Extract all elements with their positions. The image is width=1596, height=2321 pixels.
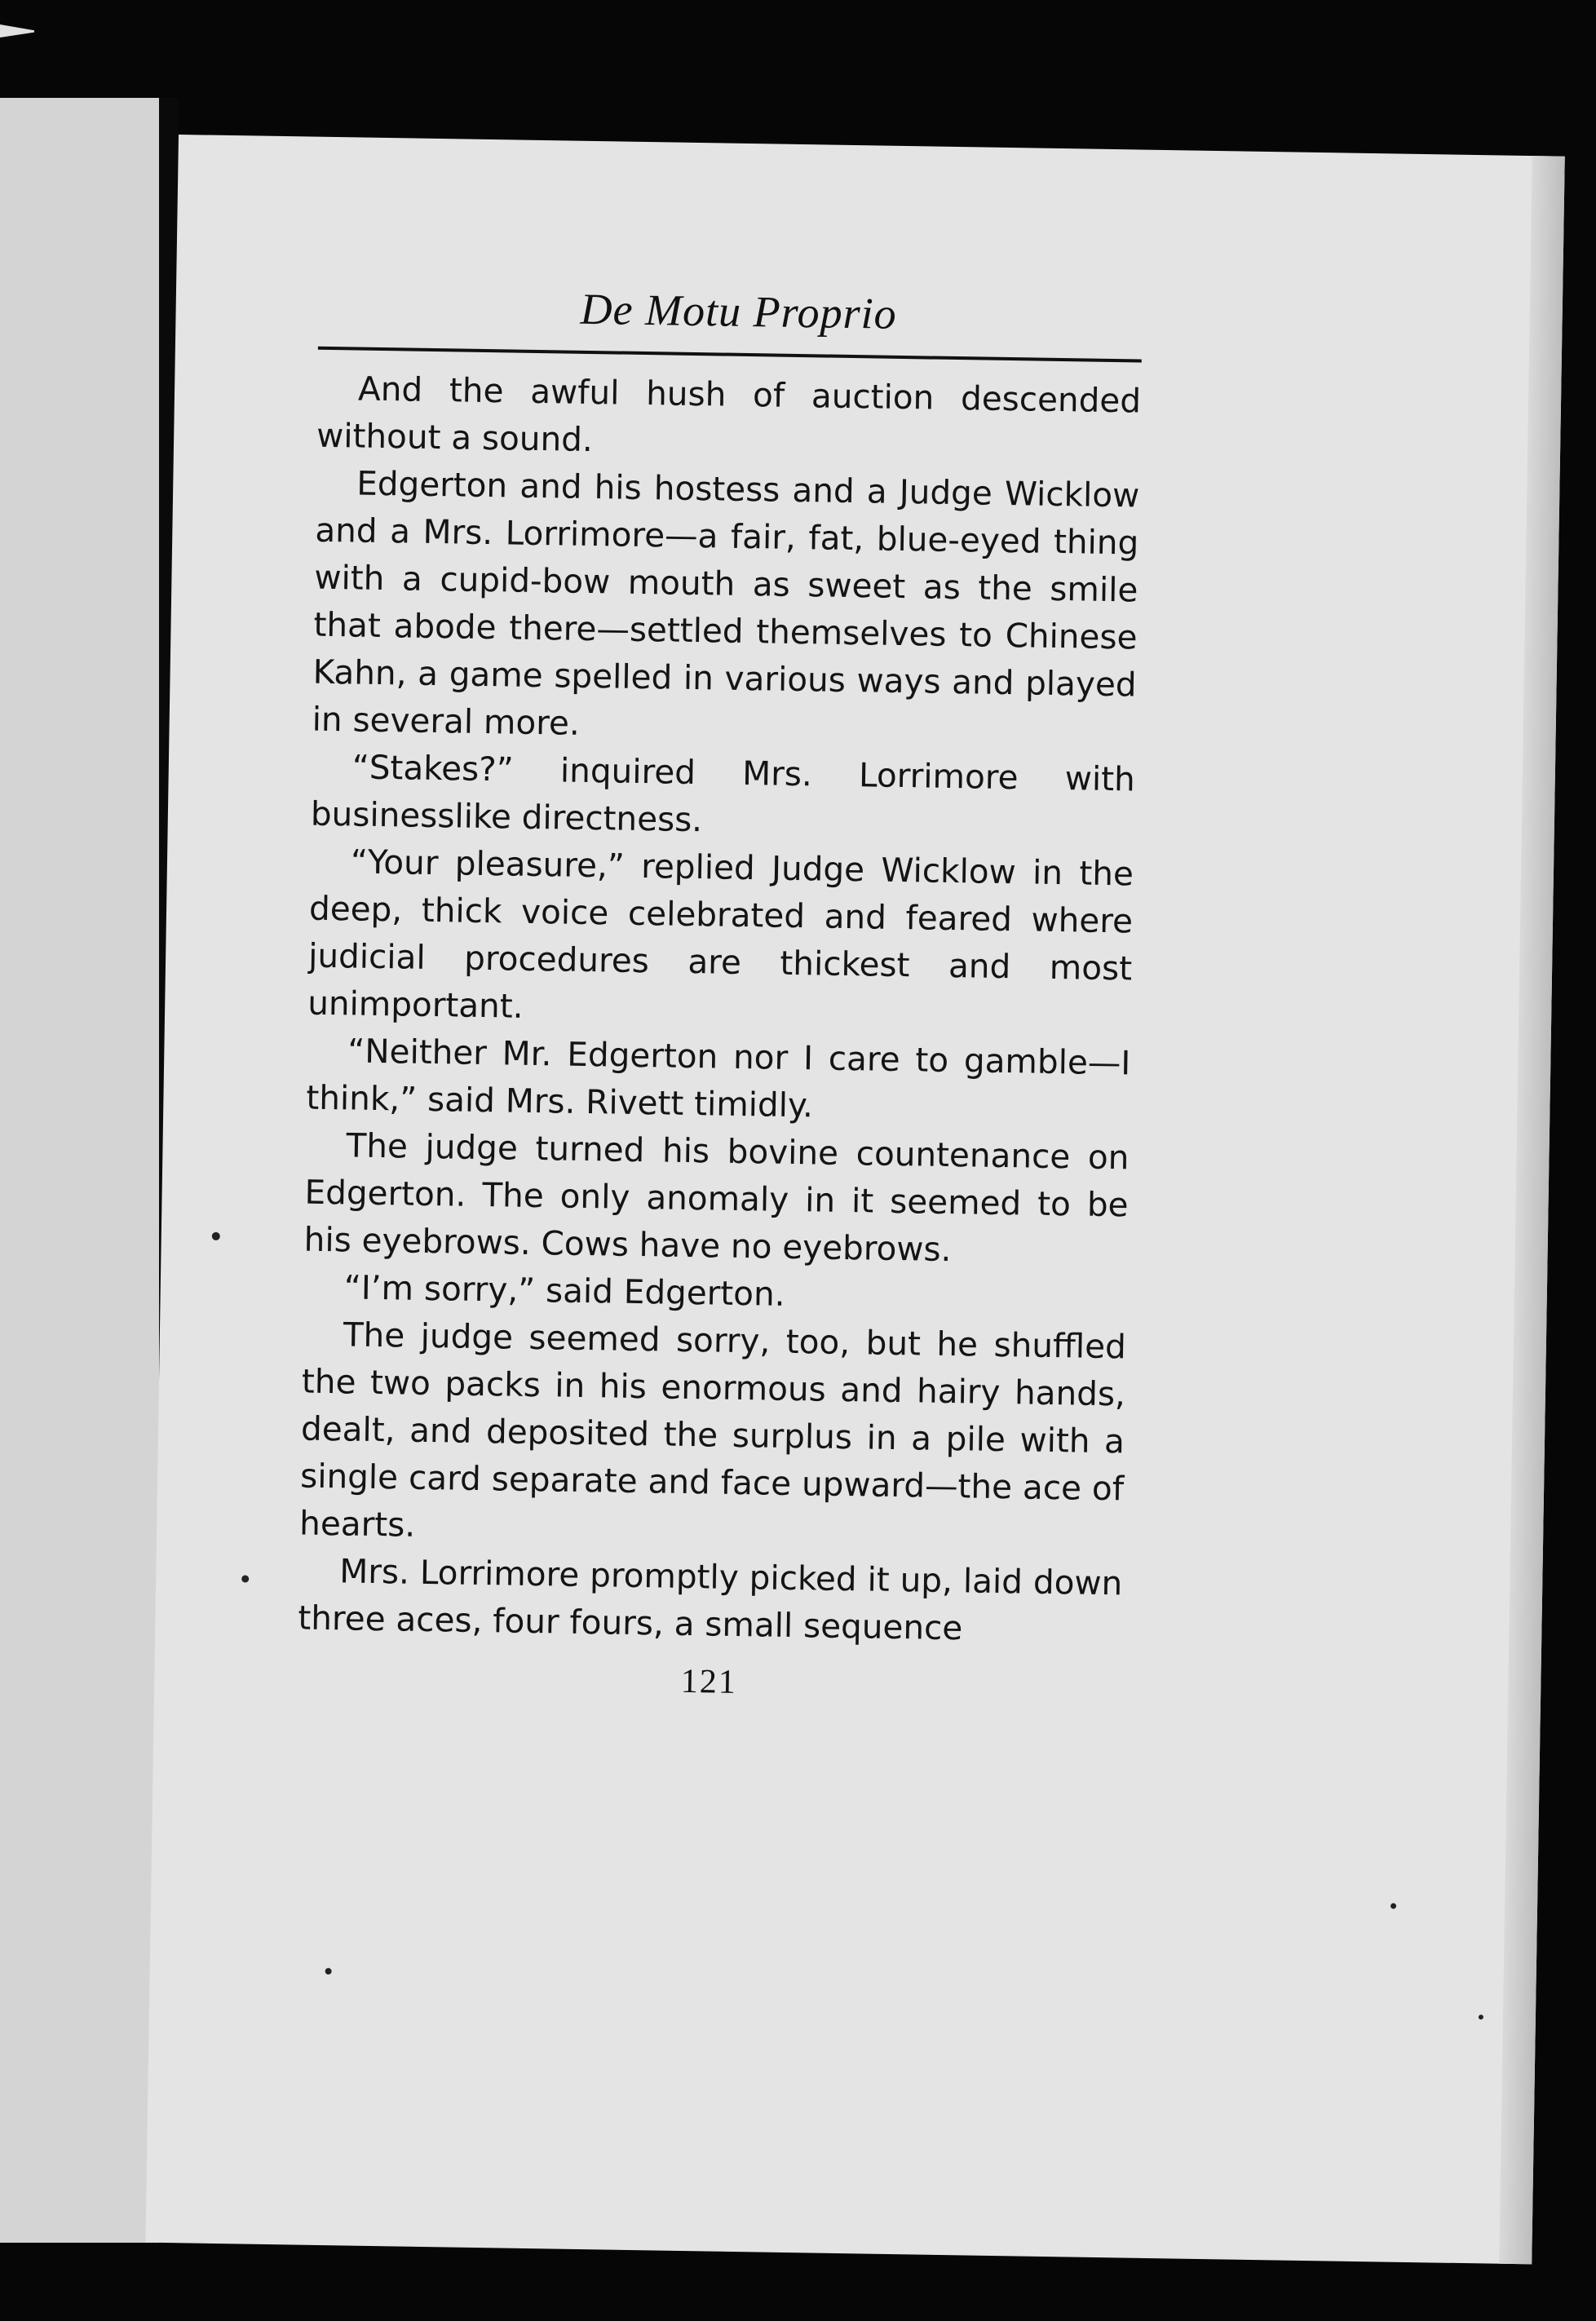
dust-speck — [212, 1232, 220, 1240]
dust-speck — [1390, 1903, 1396, 1909]
running-head-rule — [318, 347, 1142, 363]
paragraph: Mrs. Lorrimore promptly picked it up, laid down three aces, four fours, a small sequence — [298, 1551, 1123, 1648]
paragraph: “Stakes?” inquired Mrs. Lorrimore with businesslike directness. — [310, 747, 1136, 840]
page-content — [297, 280, 1143, 1709]
paragraph: “Your pleasure,” replied Judge Wicklow in the deep, thick voice celebrated and feared where judicial procedures are thickest and most unimportant. — [307, 842, 1134, 1026]
paragraph: The judge seemed sorry, too, but he shuffled the two packs in his enormous and hairy hands, dealt, and deposited the surplus in a pile with a single card separate and face upward—the ace of hearts. — [298, 1315, 1127, 1545]
paragraph: And the awful hush of auction descended without a sound. — [316, 369, 1142, 460]
paragraph: “Neither Mr. Edgerton nor I care to gamble—I think,” said Mrs. Rivett timidly. — [306, 1031, 1131, 1125]
book-page — [145, 135, 1564, 2264]
dust-speck — [325, 1968, 332, 1974]
dust-speck — [1479, 2014, 1483, 2019]
page-number: 121 — [680, 1662, 738, 1701]
left-page-edge — [0, 98, 159, 2243]
paragraph: Edgerton and his hostess and a Judge Wicklow and a Mrs. Lorrimore—a fair, fat, blue-eyed thing with a cupid-bow mouth as sweet as the smile that abode there—settled themselves to Chinese Kahn, a game spelled in various ways and played in several more. — [312, 463, 1140, 743]
paragraph: The judge turned his bovine countenance on Edgerton. The only anomaly in it seemed to be his eyebrows. Cows have no eyebrows. — [303, 1125, 1130, 1270]
running-head: De Motu Proprio — [580, 284, 898, 338]
dust-speck — [241, 1575, 249, 1582]
body-text — [298, 365, 1141, 1655]
page-fore-edge — [1499, 156, 1565, 2264]
paragraph: “I’m sorry,” said Edgerton. — [343, 1267, 785, 1314]
film-corner-mark — [0, 24, 34, 38]
